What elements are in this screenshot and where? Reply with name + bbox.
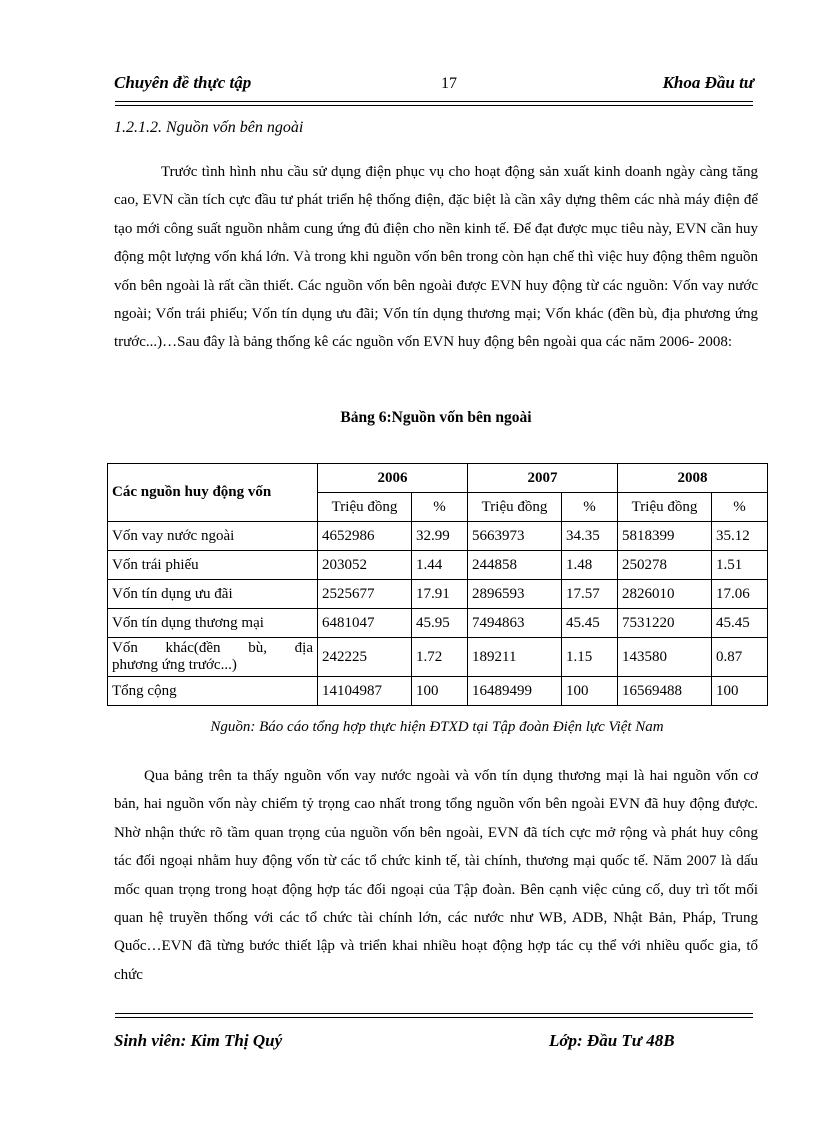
row-label: Vốn tín dụng thương mại [108,609,318,638]
header-year: 2008 [618,464,768,493]
page-number: 17 [441,75,457,92]
cell-value: 244858 [468,551,562,580]
header-million-vnd: Triệu đồng [468,493,562,522]
cell-value: 242225 [318,638,412,677]
cell-value: 143580 [618,638,712,677]
row-label-line-1: Vốn khác(đền bù, địa [112,640,313,656]
row-label: Tổng cộng [108,677,318,706]
cell-value: 250278 [618,551,712,580]
header-percent: % [712,493,768,522]
table-caption: Bảng 6:Nguồn vốn bên ngoài [340,409,532,426]
cell-value: 2896593 [468,580,562,609]
cell-percent: 100 [712,677,768,706]
cell-percent: 32.99 [412,522,468,551]
cell-percent: 34.35 [562,522,618,551]
cell-value: 203052 [318,551,412,580]
table-row [108,638,768,677]
cell-percent: 1.15 [562,638,618,677]
cell-value: 2826010 [618,580,712,609]
cell-percent: 17.57 [562,580,618,609]
cell-percent: 0.87 [712,638,768,677]
header-source: Các nguồn huy động vốn [108,464,318,522]
header-year: 2006 [318,464,468,493]
paragraph-1-text: Trước tình hình nhu cầu sử dụng điện phục vụ cho hoạt động sản xuất kinh doanh ngày càng tăng cao, EVN cần tích cực đầu tư phát triển hệ thống điện, đặc biệt là cần xây dựng thêm các nhà máy điện để tạo mới công suất nguồn nhằm cung ứng đủ điện cho nền kinh tế. Để đạt được mục tiêu này, EVN cần huy động một lượng vốn khá lớn. Và trong khi nguồn vốn bên trong còn hạn chế thì việc huy động thêm nguồn vốn bên ngoài là rất cần thiết. Các nguồn vốn bên ngoài được EVN huy động từ các nguồn: Vốn vay nước ngoài; Vốn trái phiếu; Vốn tín dụng ưu đãi; Vốn tín dụng thương mại; Vốn khác (đền bù, địa phương ứng trước...)…Sau đây là bảng thống kê các nguồn vốn EVN huy động bên ngoài qua các năm 2006- 2008: [114,164,758,351]
footer-class: Lớp: Đầu Tư 48B [549,1031,675,1050]
cell-value: 6481047 [318,609,412,638]
row-label: Vốn vay nước ngoài [108,522,318,551]
footer-student: Sinh viên: Kim Thị Quý [114,1031,283,1050]
table-row [108,580,768,609]
table-row [108,522,768,551]
row-label [108,638,318,677]
cell-value: 189211 [468,638,562,677]
cell-value: 2525677 [318,580,412,609]
cell-value: 16569488 [618,677,712,706]
cell-percent: 1.72 [412,638,468,677]
cell-value: 7531220 [618,609,712,638]
cell-value: 7494863 [468,609,562,638]
cell-percent: 17.91 [412,580,468,609]
cell-percent: 100 [562,677,618,706]
table-source-note: Nguồn: Báo cáo tổng hợp thực hiện ĐTXD tại Tập đoàn Điện lực Việt Nam [210,719,664,735]
cell-percent: 1.44 [412,551,468,580]
cell-percent: 17.06 [712,580,768,609]
cell-value: 5663973 [468,522,562,551]
section-heading: 1.2.1.2. Nguồn vốn bên ngoài [114,119,304,136]
footer-divider [115,1013,753,1018]
cell-percent: 45.95 [412,609,468,638]
cell-value: 5818399 [618,522,712,551]
cell-percent: 100 [412,677,468,706]
cell-percent: 45.45 [712,609,768,638]
cell-percent: 1.51 [712,551,768,580]
table-row [108,551,768,580]
header-million-vnd: Triệu đồng [618,493,712,522]
cell-percent: 1.48 [562,551,618,580]
cell-value: 4652986 [318,522,412,551]
paragraph-1 [114,158,758,357]
header-million-vnd: Triệu đồng [318,493,412,522]
table-header-row [108,464,768,493]
cell-value: 14104987 [318,677,412,706]
row-label: Vốn trái phiếu [108,551,318,580]
cell-percent: 35.12 [712,522,768,551]
row-label-line-2: phương ứng trước...) [112,657,237,673]
header-percent: % [562,493,618,522]
table-row [108,609,768,638]
funding-sources-table [107,463,768,706]
header-left-title: Chuyên đề thực tập [114,73,252,92]
paragraph-2 [114,762,758,989]
header-percent: % [412,493,468,522]
cell-value: 16489499 [468,677,562,706]
row-label: Vốn tín dụng ưu đãi [108,580,318,609]
header-divider [115,101,753,106]
cell-percent: 45.45 [562,609,618,638]
paragraph-2-text: Qua bảng trên ta thấy nguồn vốn vay nước ngoài và vốn tín dụng thương mại là hai nguồn vốn cơ bản, hai nguồn vốn này chiếm tỷ trọng cao nhất trong tổng nguồn vốn bên ngoài EVN đã huy động được. Nhờ nhận thức rõ tầm quan trọng của nguồn vốn bên ngoài, EVN đã tích cực mở rộng và phát huy công tác đối ngoại nhằm huy động vốn từ các tổ chức kinh tế, tài chính, thương mại quốc tế. Năm 2007 là dấu mốc quan trọng trong hoạt động hợp tác đối ngoại của Tập đoàn. Bên cạnh việc củng cố, duy trì tốt mối quan hệ truyền thống với các tổ chức tài chính lớn, các nước như WB, ADB, Nhật Bản, Pháp, Trung Quốc…EVN đã từng bước thiết lập và triển khai nhiều hoạt động hợp tác cụ thể với nhiều quốc gia, tổ chức [114,768,758,983]
header-year: 2007 [468,464,618,493]
header-right-title: Khoa Đầu tư [662,73,754,92]
table-row-total [108,677,768,706]
